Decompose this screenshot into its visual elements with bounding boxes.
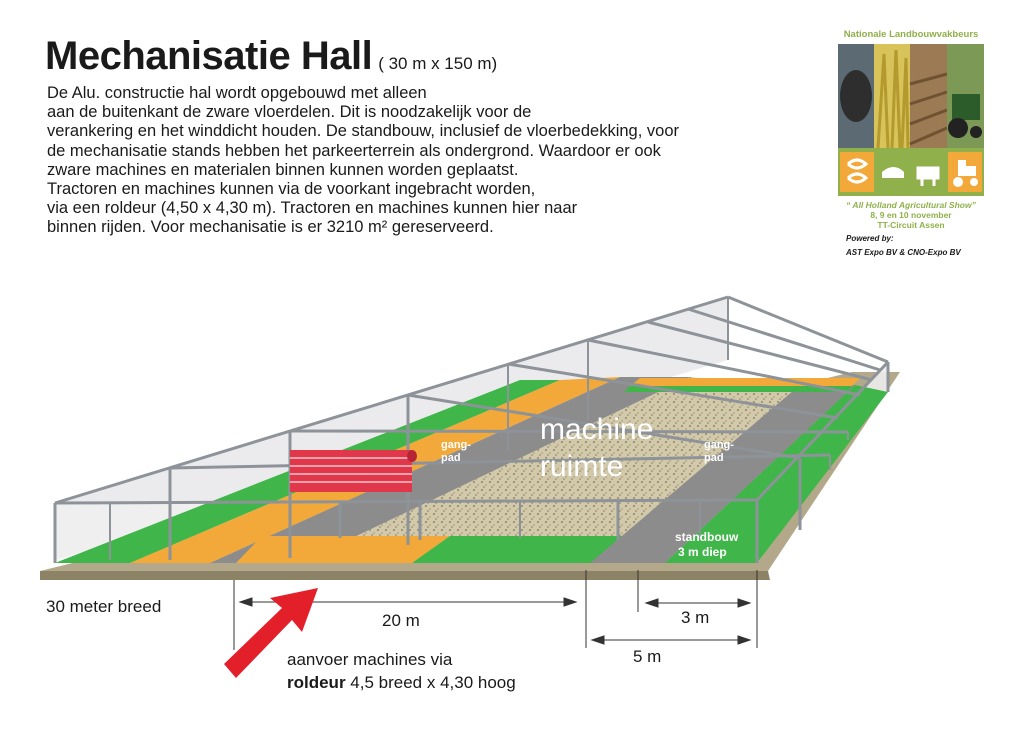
page-title (45, 34, 497, 79)
description-line: verankering en het winddicht houden. De standbouw, inclusief de vloerbedekking, voor (47, 122, 679, 141)
fair-name: Nationale Landbouwvakbeurs (843, 29, 979, 40)
title-dimensions: ( 30 m x 150 m) (378, 54, 498, 73)
description-line: de mechanisatie stands hebben het parkeerterrein als ondergrond. Waardoor er ook (47, 141, 661, 160)
description-line: zware machines en materialen binnen kunnen worden geplaatst. (47, 160, 519, 179)
dimension-5m-label: 5 m (633, 647, 662, 666)
ground-front-edge (40, 571, 770, 580)
machine-space-label: machine (540, 413, 654, 446)
title-text: Mechanisatie Hall (45, 34, 373, 78)
description-line: Tractoren en machines kunnen via de voorkant ingebracht worden, (47, 180, 536, 199)
gangpad-right-label: gang- (704, 439, 734, 451)
entry-door-label (287, 673, 516, 692)
entry-door-size: 4,5 breed x 4,30 hoog (345, 673, 516, 692)
standbouw-depth-label: 3 m diep (678, 545, 727, 559)
hall-diagram (0, 280, 1024, 730)
fair-tagline: “ All Holland Agricultural Show” (846, 200, 976, 210)
standbouw-label: standbouw (675, 530, 739, 544)
floor-orange-back (630, 378, 860, 386)
description-line: De Alu. constructie hal wordt opgebouwd met alleen (47, 84, 427, 102)
entry-label: aanvoer machines via (287, 650, 453, 669)
fair-logo (828, 22, 994, 262)
dimension-20m-label: 20 m (382, 611, 420, 630)
dimension-3m-label: 3 m (681, 608, 710, 627)
description (47, 84, 827, 238)
machine-space-label-line2: ruimte (540, 450, 624, 483)
gangpad-right-label-line2: pad (704, 452, 724, 464)
dimension-lines (234, 570, 757, 650)
description-line: aan de buitenkant de zware vloerdelen. Dit is noodzakelijk voor de (47, 103, 532, 122)
logo-image-icon (838, 44, 984, 196)
fair-dates: 8, 9 en 10 november (870, 210, 952, 220)
roller-door (290, 450, 417, 492)
gangpad-left-label: gang- (441, 439, 471, 451)
powered-by-label: Powered by: (846, 234, 894, 243)
entry-door-bold: roldeur (287, 673, 346, 692)
description-line: via een roldeur (4,50 x 4,30 m). Tractoren en machines kunnen hier naar (47, 199, 578, 218)
fair-location: TT-Circuit Assen (877, 220, 945, 230)
gangpad-left-label-line2: pad (441, 452, 461, 464)
powered-by-companies: AST Expo BV & CNO-Expo BV (846, 248, 961, 257)
description-line: binnen rijden. Voor mechanisatie is er 3210 m² gereserveerd. (47, 218, 494, 237)
width-label: 30 meter breed (46, 597, 162, 616)
